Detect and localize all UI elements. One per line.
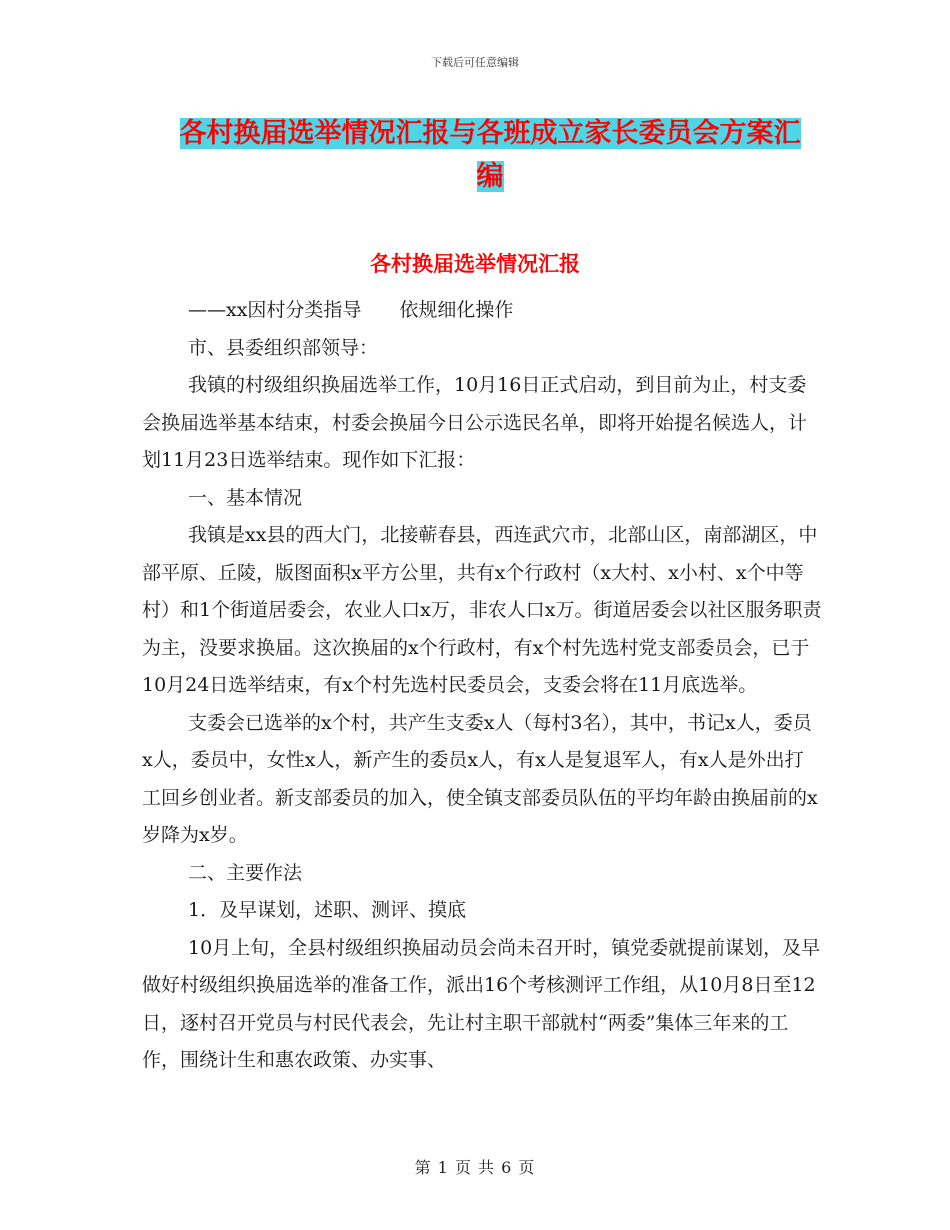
subtitle-line: ——xx因村分类指导 依规细化操作	[188, 299, 514, 321]
document-title	[140, 112, 840, 198]
paragraph-intro: 我镇的村级组织换届选举工作，10月16日正式启动，到目前为止，村支委会换届选举基本结束，村委会换届今日公示选民名单，即将开始提名候选人，计划11月23日选举结束。现作如下汇报：	[142, 374, 808, 471]
paragraph-committee-results: 支委会已选举的x个村，共产生支委x人（每村3名），其中，书记x人，委员x人，委员中，女性x人，新产生的委员x人，有x人是复退军人，有x人是外出打工回乡创业者。新支部委员的加入，使全镇支部委员队伍的平均年龄由换届前的x岁降为x岁。	[142, 711, 818, 846]
document-body	[142, 292, 822, 1080]
heading-basic-situation: 一、基本情况	[188, 486, 303, 509]
paragraph-basic-situation: 我镇是xx县的西大门，北接蕲春县，西连武穴市，北部山区，南部湖区，中部平原、丘陵，版图面积x平方公里，共有x个行政村（x大村、x小村、x个中等村）和1个街道居委会，农业人口x万，非农人口x万。街道居委会以社区服务职责为主，没要求换届。这次换届的x个行政村，有x个村先选村党支部委员会，已于10月24日选举结束，有x个村先选村民委员会，支委会将在11月底选举。	[142, 524, 822, 696]
document-title-line-2: 编	[476, 161, 504, 192]
subheading-early-planning: 1．及早谋划，述职、测评、摸底	[188, 899, 467, 921]
heading-main-practices: 二、主要作法	[188, 861, 303, 884]
section-title: 各村换届选举情况汇报	[370, 252, 580, 276]
page-footer: 第 1 页 共 6 页	[414, 1158, 536, 1177]
paragraph-early-planning: 10月上旬，全县村级组织换届动员会尚未召开时，镇党委就提前谋划，及早做好村级组织换届选举的准备工作，派出16个考核测评工作组，从10月8日至12日，逐村召开党员与村民代表会，先让村主职干部就村“两委”集体三年来的工作，围绕计生和惠农政策、办实事、	[142, 936, 821, 1071]
salutation: 市、县委组织部领导：	[188, 336, 379, 359]
document-title-line-1: 各村换届选举情况汇报与各班成立家长委员会方案汇	[179, 118, 801, 149]
header-note: 下载后可任意编辑	[431, 56, 519, 69]
